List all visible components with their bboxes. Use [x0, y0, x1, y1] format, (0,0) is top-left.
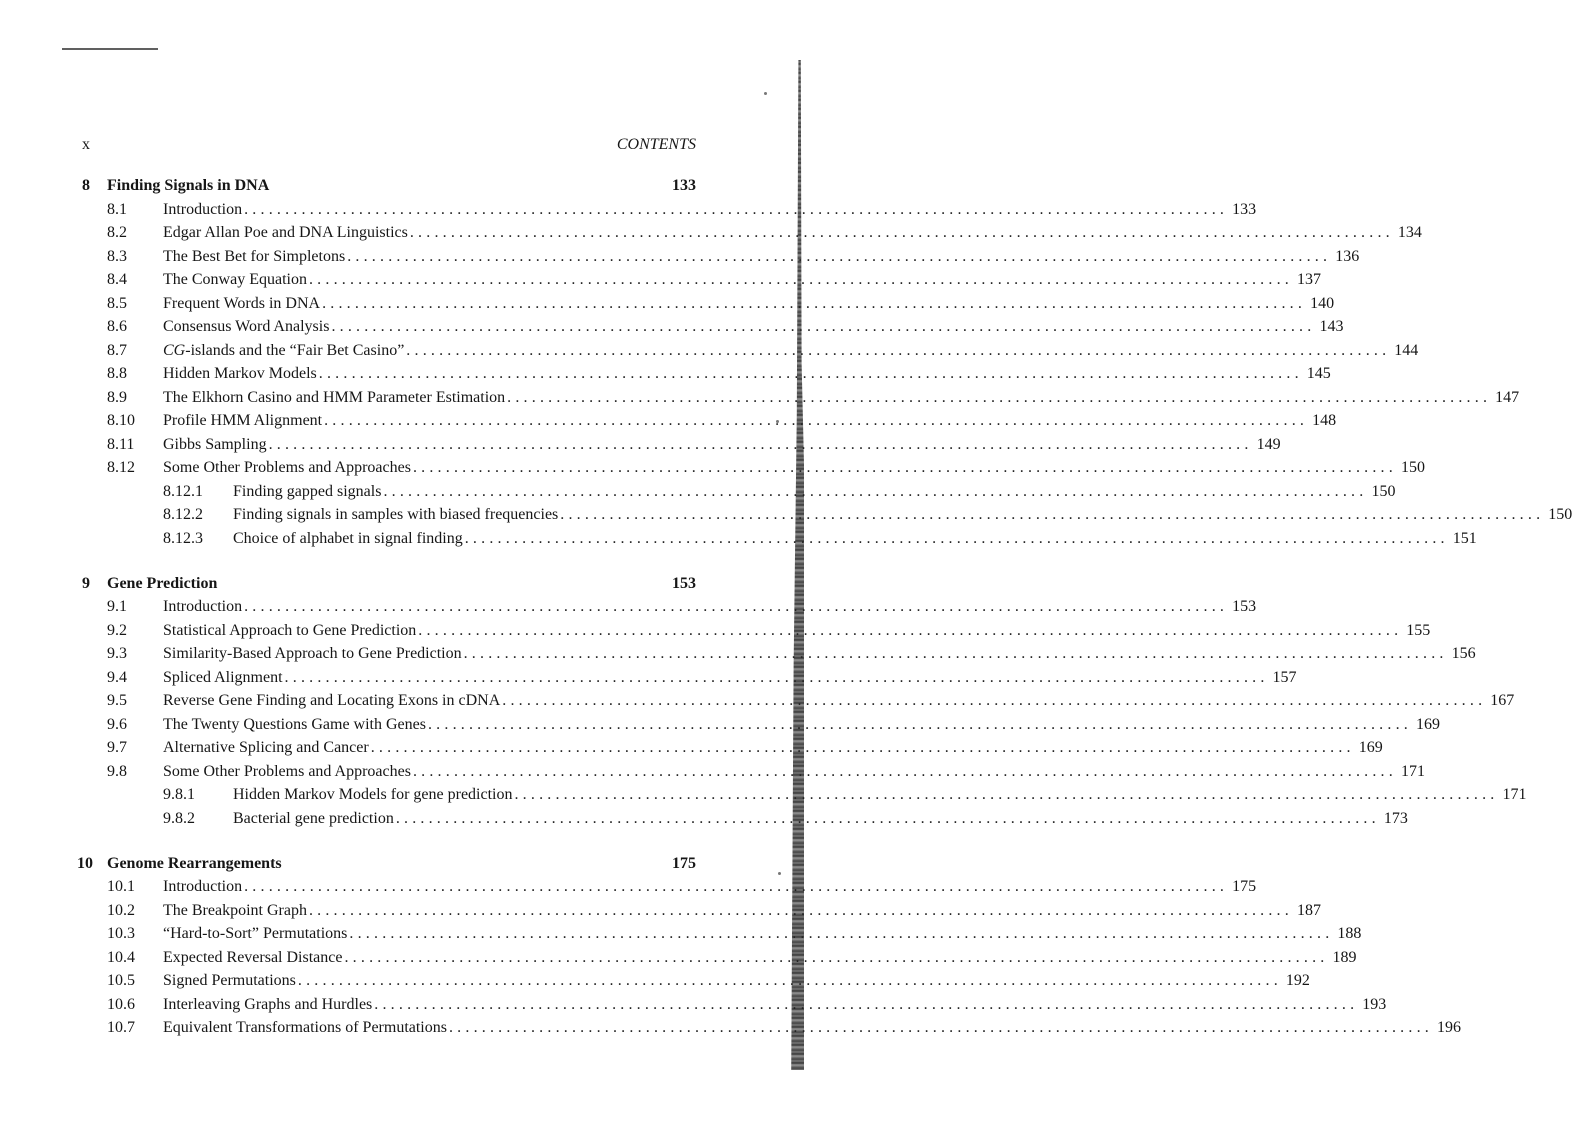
toc-section-entry[interactable]	[82, 713, 1440, 737]
toc-section-entry[interactable]	[82, 245, 1360, 269]
section-title-rest: -islands and the “Fair Bet Casino”	[185, 341, 405, 359]
dot-leader: ........................................................................................................................	[268, 435, 1253, 453]
chapter-title: Genome Rearrangements	[107, 854, 282, 872]
chapter-page-number: 175	[672, 854, 696, 872]
dot-leader: ........................................................................................................................	[244, 878, 1229, 895]
section-title: Some Other Problems and Approaches	[163, 762, 411, 780]
section-title: Consensus Word Analysis	[163, 318, 330, 335]
running-title: CONTENTS	[616, 136, 696, 153]
section-title: Hidden Markov Models	[163, 365, 317, 382]
chapter-heading[interactable]	[82, 174, 696, 198]
toc-chapter	[77, 852, 1461, 1040]
dot-leader: ........................................................................................................................	[347, 247, 1332, 265]
table-of-contents	[77, 174, 1572, 1061]
section-title: Introduction	[163, 878, 243, 895]
section-number: 8.9	[107, 388, 127, 406]
toc-section-entry[interactable]	[82, 409, 1337, 433]
section-title: Statistical Approach to Gene Prediction	[163, 621, 417, 639]
dot-leader: ........................................................................................................................	[322, 294, 1307, 312]
section-page-number: 145	[1306, 365, 1331, 382]
running-head	[82, 136, 696, 156]
dot-leader: ........................................................................................................................	[349, 925, 1334, 942]
section-page-number: 196	[1436, 1019, 1461, 1036]
chapter-heading[interactable]	[77, 852, 696, 876]
section-number: 8.12.2	[163, 506, 203, 523]
dot-leader: ........................................................................................................................	[448, 1019, 1433, 1036]
toc-subsection-entry[interactable]	[82, 527, 1477, 551]
dot-leader: ........................................................................................................................	[412, 459, 1397, 476]
dot-leader: ........................................................................................................................	[244, 598, 1229, 615]
section-page-number: 193	[1362, 995, 1387, 1013]
section-number: 8.1	[107, 200, 127, 218]
dot-leader: ........................................................................................................................	[324, 412, 1309, 429]
dot-leader: ........................................................................................................................	[406, 341, 1391, 359]
section-number: 8.12.3	[163, 529, 203, 547]
section-title: The Breakpoint Graph	[163, 901, 307, 919]
section-title-italic: CG	[163, 341, 186, 359]
section-page-number: 153	[1232, 598, 1257, 615]
section-number: 9.7	[107, 739, 127, 756]
toc-section-entry[interactable]	[82, 339, 1419, 363]
toc-subsection-entry[interactable]	[82, 783, 1527, 807]
toc-subsection-entry[interactable]	[82, 807, 1408, 831]
section-page-number: 140	[1310, 294, 1335, 312]
toc-section-entry[interactable]	[82, 619, 1431, 643]
section-number: 10.4	[107, 948, 135, 966]
section-number: 9.1	[107, 598, 127, 615]
section-number: 8.8	[107, 365, 127, 382]
dot-leader: ........................................................................................................................	[507, 388, 1492, 406]
dot-leader: ........................................................................................................................	[409, 224, 1394, 241]
section-number: 8.3	[107, 247, 127, 265]
section-number: 8.10	[107, 412, 135, 429]
dot-leader: ........................................................................................................................	[560, 506, 1545, 523]
toc-section-entry[interactable]	[82, 922, 1362, 946]
section-title: Frequent Words in DNA	[163, 294, 321, 312]
section-number: 8.2	[107, 224, 127, 241]
dot-leader: ........................................................................................................................	[344, 948, 1329, 966]
toc-section-entry[interactable]	[82, 899, 1321, 923]
dot-leader: ........................................................................................................................	[418, 621, 1403, 639]
toc-section-entry[interactable]	[82, 1016, 1461, 1040]
section-page-number: 150	[1371, 482, 1396, 500]
toc-section-entry[interactable]	[82, 386, 1520, 410]
toc-section-entry[interactable]	[82, 760, 1425, 784]
section-page-number: 149	[1256, 435, 1281, 453]
section-page-number: 143	[1319, 318, 1344, 335]
section-page-number: 150	[1400, 459, 1425, 476]
dot-leader: ........................................................................................................................	[427, 715, 1412, 733]
section-title: Gibbs Sampling	[163, 435, 267, 453]
section-number: 8.11	[107, 435, 135, 453]
toc-section-entry[interactable]	[82, 315, 1344, 339]
section-page-number: 192	[1285, 972, 1310, 989]
toc-subsection-entry[interactable]	[82, 480, 1396, 504]
section-page-number: 134	[1397, 224, 1422, 241]
chapter-number: 9	[82, 574, 90, 592]
section-number: 8.6	[107, 318, 127, 335]
toc-section-entry[interactable]	[82, 689, 1515, 713]
toc-chapter	[82, 572, 1527, 831]
section-page-number: 150	[1548, 506, 1572, 523]
dot-leader: ........................................................................................................................	[395, 809, 1380, 827]
section-number: 9.8.2	[163, 809, 195, 827]
toc-section-entry[interactable]	[82, 642, 1476, 666]
toc-section-entry[interactable]	[82, 969, 1310, 993]
dot-leader: ........................................................................................................................	[514, 786, 1499, 803]
chapter-page-number: 153	[672, 574, 696, 592]
section-page-number: 189	[1332, 948, 1357, 966]
section-title: “Hard-to-Sort” Permutations	[163, 925, 348, 942]
dot-leader: ........................................................................................................................	[502, 692, 1487, 709]
toc-section-entry[interactable]	[82, 875, 1257, 899]
scan-top-rule	[62, 48, 158, 50]
section-title: Similarity-Based Approach to Gene Prediction	[163, 645, 462, 662]
dot-leader: ........................................................................................................................	[284, 668, 1269, 686]
section-number: 8.4	[107, 271, 127, 288]
dot-leader: ........................................................................................................................	[383, 482, 1368, 500]
toc-section-entry[interactable]	[82, 198, 1257, 222]
dot-leader: ........................................................................................................................	[308, 271, 1293, 288]
toc-subsection-entry[interactable]	[82, 503, 1572, 527]
section-number: 10.7	[107, 1019, 135, 1036]
section-title: Finding signals in samples with biased frequencies	[233, 506, 559, 523]
chapter-page-number: 133	[672, 177, 696, 194]
section-number: 9.8	[107, 762, 127, 780]
section-page-number: 171	[1400, 762, 1425, 780]
section-number: 8.5	[107, 294, 127, 312]
section-page-number: 156	[1451, 645, 1476, 662]
chapter-heading[interactable]	[82, 572, 696, 596]
section-page-number: 167	[1490, 692, 1515, 709]
section-page-number: 136	[1335, 247, 1360, 265]
section-title: Interleaving Graphs and Hurdles	[163, 995, 373, 1013]
section-number: 9.5	[107, 692, 127, 709]
section-title: Reverse Gene Finding and Locating Exons in cDNA	[163, 692, 501, 709]
dot-leader: ........................................................................................................................	[308, 901, 1293, 919]
chapter-number: 8	[82, 177, 90, 194]
section-title: Introduction	[163, 598, 243, 615]
section-title: Hidden Markov Models for gene prediction	[233, 786, 513, 803]
page-folio: x	[82, 136, 90, 153]
section-number: 9.4	[107, 668, 127, 686]
section-title: Bacterial gene prediction	[233, 809, 394, 827]
section-title: Equivalent Transformations of Permutations	[163, 1019, 447, 1036]
section-number: 8.12	[107, 459, 135, 476]
section-number: 9.3	[107, 645, 127, 662]
toc-section-entry[interactable]	[82, 433, 1281, 457]
scan-speck	[764, 92, 767, 95]
dot-leader: ........................................................................................................................	[370, 739, 1355, 756]
section-title: Spliced Alignment	[163, 668, 283, 686]
chapter-title: Finding Signals in DNA	[107, 177, 270, 194]
dot-leader: ........................................................................................................................	[464, 529, 1449, 547]
section-page-number: 151	[1452, 529, 1477, 547]
section-page-number: 187	[1296, 901, 1321, 919]
section-page-number: 157	[1272, 668, 1297, 686]
section-title: Profile HMM Alignment	[163, 412, 323, 429]
section-title: Choice of alphabet in signal finding	[233, 529, 463, 547]
section-number: 10.1	[107, 878, 135, 895]
section-page-number: 147	[1495, 388, 1520, 406]
chapter-title: Gene Prediction	[107, 574, 218, 592]
section-title: Some Other Problems and Approaches	[163, 459, 411, 476]
section-title: Introduction	[163, 200, 243, 218]
section-number: 8.12.1	[163, 482, 203, 500]
toc-section-entry[interactable]	[82, 993, 1387, 1017]
section-page-number: 175	[1232, 878, 1257, 895]
toc-section-entry[interactable]	[82, 736, 1383, 760]
section-number: 10.2	[107, 901, 135, 919]
toc-section-entry[interactable]	[82, 221, 1422, 245]
section-number: 8.7	[107, 341, 127, 359]
section-title: The Best Bet for Simpletons	[163, 247, 346, 265]
dot-leader: ........................................................................................................................	[331, 318, 1316, 335]
dot-leader: ........................................................................................................................	[412, 762, 1397, 780]
dot-leader: ........................................................................................................................	[244, 200, 1229, 218]
section-page-number: 188	[1337, 925, 1362, 942]
section-page-number: 137	[1296, 271, 1321, 288]
section-page-number: 155	[1406, 621, 1431, 639]
section-page-number: 144	[1394, 341, 1419, 359]
section-number: 10.5	[107, 972, 135, 989]
section-page-number: 171	[1502, 786, 1527, 803]
section-title: The Twenty Questions Game with Genes	[163, 715, 426, 733]
toc-section-entry[interactable]	[82, 456, 1425, 480]
toc-section-entry[interactable]	[82, 292, 1335, 316]
section-number: 10.3	[107, 925, 135, 942]
section-title: The Elkhorn Casino and HMM Parameter Estimation	[163, 388, 506, 406]
dot-leader: ........................................................................................................................	[297, 972, 1282, 989]
section-page-number: 169	[1415, 715, 1440, 733]
section-page-number: 148	[1312, 412, 1337, 429]
section-title	[163, 339, 404, 363]
section-page-number: 133	[1232, 200, 1257, 218]
toc-section-entry[interactable]	[82, 362, 1331, 386]
dot-leader: ........................................................................................................................	[318, 365, 1303, 382]
toc-section-entry[interactable]	[82, 268, 1321, 292]
section-page-number: 169	[1358, 739, 1383, 756]
dot-leader: ........................................................................................................................	[374, 995, 1359, 1013]
section-number: 10.6	[107, 995, 135, 1013]
section-number: 9.8.1	[163, 786, 195, 803]
section-number: 9.2	[107, 621, 127, 639]
toc-section-entry[interactable]	[82, 946, 1357, 970]
dot-leader: ........................................................................................................................	[463, 645, 1448, 662]
section-title: Finding gapped signals	[233, 482, 382, 500]
section-title: Signed Permutations	[163, 972, 296, 989]
section-number: 9.6	[107, 715, 127, 733]
section-title: Expected Reversal Distance	[163, 948, 343, 966]
toc-section-entry[interactable]	[82, 595, 1257, 619]
section-title: The Conway Equation	[163, 271, 307, 288]
chapter-number: 10	[77, 854, 93, 872]
section-page-number: 173	[1383, 809, 1408, 827]
toc-section-entry[interactable]	[82, 666, 1297, 690]
section-title: Alternative Splicing and Cancer	[163, 739, 369, 756]
section-title: Edgar Allan Poe and DNA Linguistics	[163, 224, 408, 241]
toc-chapter	[82, 174, 1572, 550]
